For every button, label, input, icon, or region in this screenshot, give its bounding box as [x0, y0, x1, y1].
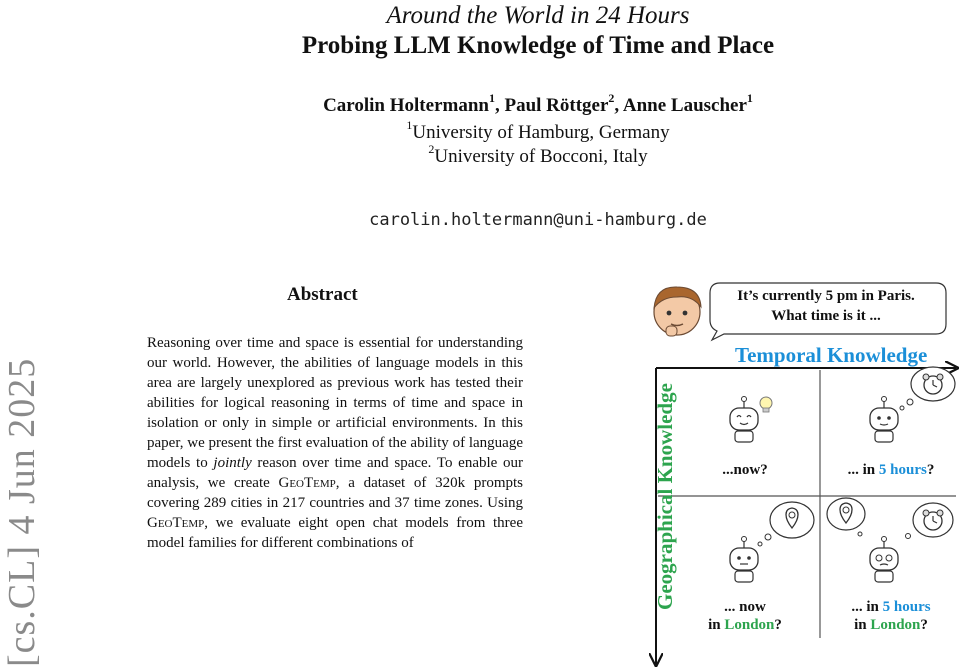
robot-icon — [730, 397, 758, 443]
author-affiliation-mark: 1 — [746, 90, 753, 105]
abstract-text: , we evaluate eight open chat models from three model families for different combinations of — [147, 515, 523, 551]
cell-text: ? — [920, 617, 928, 633]
thought-bubble — [758, 502, 814, 546]
author-affiliation-mark: 2 — [608, 90, 615, 105]
author-name: Paul Röttger — [504, 95, 609, 116]
user-avatar — [654, 287, 701, 336]
dataset-name: GeoTemp — [278, 475, 336, 491]
cell-text: ? — [926, 462, 935, 478]
cell-label-now-london — [700, 598, 790, 634]
author-separator: , — [494, 95, 505, 116]
robot-icon — [870, 397, 898, 443]
author-separator: , — [614, 95, 623, 116]
abstract-heading: Abstract — [287, 284, 358, 305]
speech-line: What time is it ... — [771, 308, 881, 324]
cell-text-line1 — [832, 598, 950, 616]
cell-text: in — [854, 617, 871, 633]
cell-text: ... in — [847, 462, 879, 478]
cell-label-5-hours-london — [832, 598, 950, 634]
author-affiliation-mark: 1 — [488, 90, 495, 105]
abstract-body — [147, 333, 523, 553]
abstract-text: reason over time and space. To enable our analysis, we create — [147, 455, 523, 491]
robot-icon — [730, 537, 758, 583]
affiliation — [0, 141, 960, 168]
robot-icon — [870, 537, 898, 583]
lightbulb-icon — [760, 397, 772, 412]
affiliation-number: 1 — [406, 117, 413, 132]
cell-text: ... now — [724, 599, 766, 615]
author-name: Carolin Holtermann — [323, 95, 489, 116]
alarm-clock-icon — [923, 374, 943, 394]
author-list — [0, 90, 960, 117]
cell-text: ... in — [851, 599, 883, 615]
affiliation-text: University of Bocconi, Italy — [434, 146, 648, 167]
highlight-place: London — [870, 617, 921, 633]
highlight-time: 5 hours — [882, 599, 931, 615]
cell-label-in-5-hours — [832, 462, 950, 479]
cell-text: ? — [774, 617, 782, 633]
speech-line: It’s currently 5 pm in Paris. — [737, 288, 915, 304]
paper-title-line1: Around the World in 24 Hours — [386, 2, 690, 29]
author-name: Anne Lauscher — [622, 95, 747, 116]
affiliation — [0, 117, 960, 144]
cell-text-line2 — [700, 616, 790, 634]
cell-label-now: ...now? — [722, 462, 768, 478]
speech-text — [713, 286, 939, 326]
affiliation-number: 2 — [428, 141, 435, 156]
highlight-place: London — [724, 617, 775, 633]
geographical-axis-label: Geographical Knowledge — [653, 383, 677, 610]
cell-text: in — [708, 617, 725, 633]
cell-text-line2 — [832, 616, 950, 634]
affiliation-text: University of Hamburg, Germany — [412, 122, 670, 143]
paper-title-line2: Probing LLM Knowledge of Time and Place — [301, 32, 775, 59]
abstract-text: , a dataset of 320k prompts covering 289 cities in 217 countries and 37 time zones. Using — [147, 475, 524, 511]
abstract-emphasis: jointly — [213, 455, 252, 471]
alarm-clock-icon — [923, 510, 943, 530]
author-email[interactable]: carolin.holtermann@uni-hamburg.de — [369, 210, 707, 230]
figure-teaser — [640, 280, 960, 667]
temporal-axis-label: Temporal Knowledge — [735, 343, 928, 367]
dataset-name: GeoTemp — [147, 515, 205, 531]
highlight-time: 5 hours — [878, 462, 927, 478]
abstract-text: Reasoning over time and space is essential for understanding our world. However, the abilities of language models in this area are largely unexplored as previous work has tested their abilities for logical reasoning in terms of time and space in isolation or only in simple or artificial environments. In this paper, we present the first evaluation of the ability of language models to — [147, 335, 523, 471]
arxiv-stamp: [cs.CL] 4 Jun 2025 — [1, 357, 43, 667]
